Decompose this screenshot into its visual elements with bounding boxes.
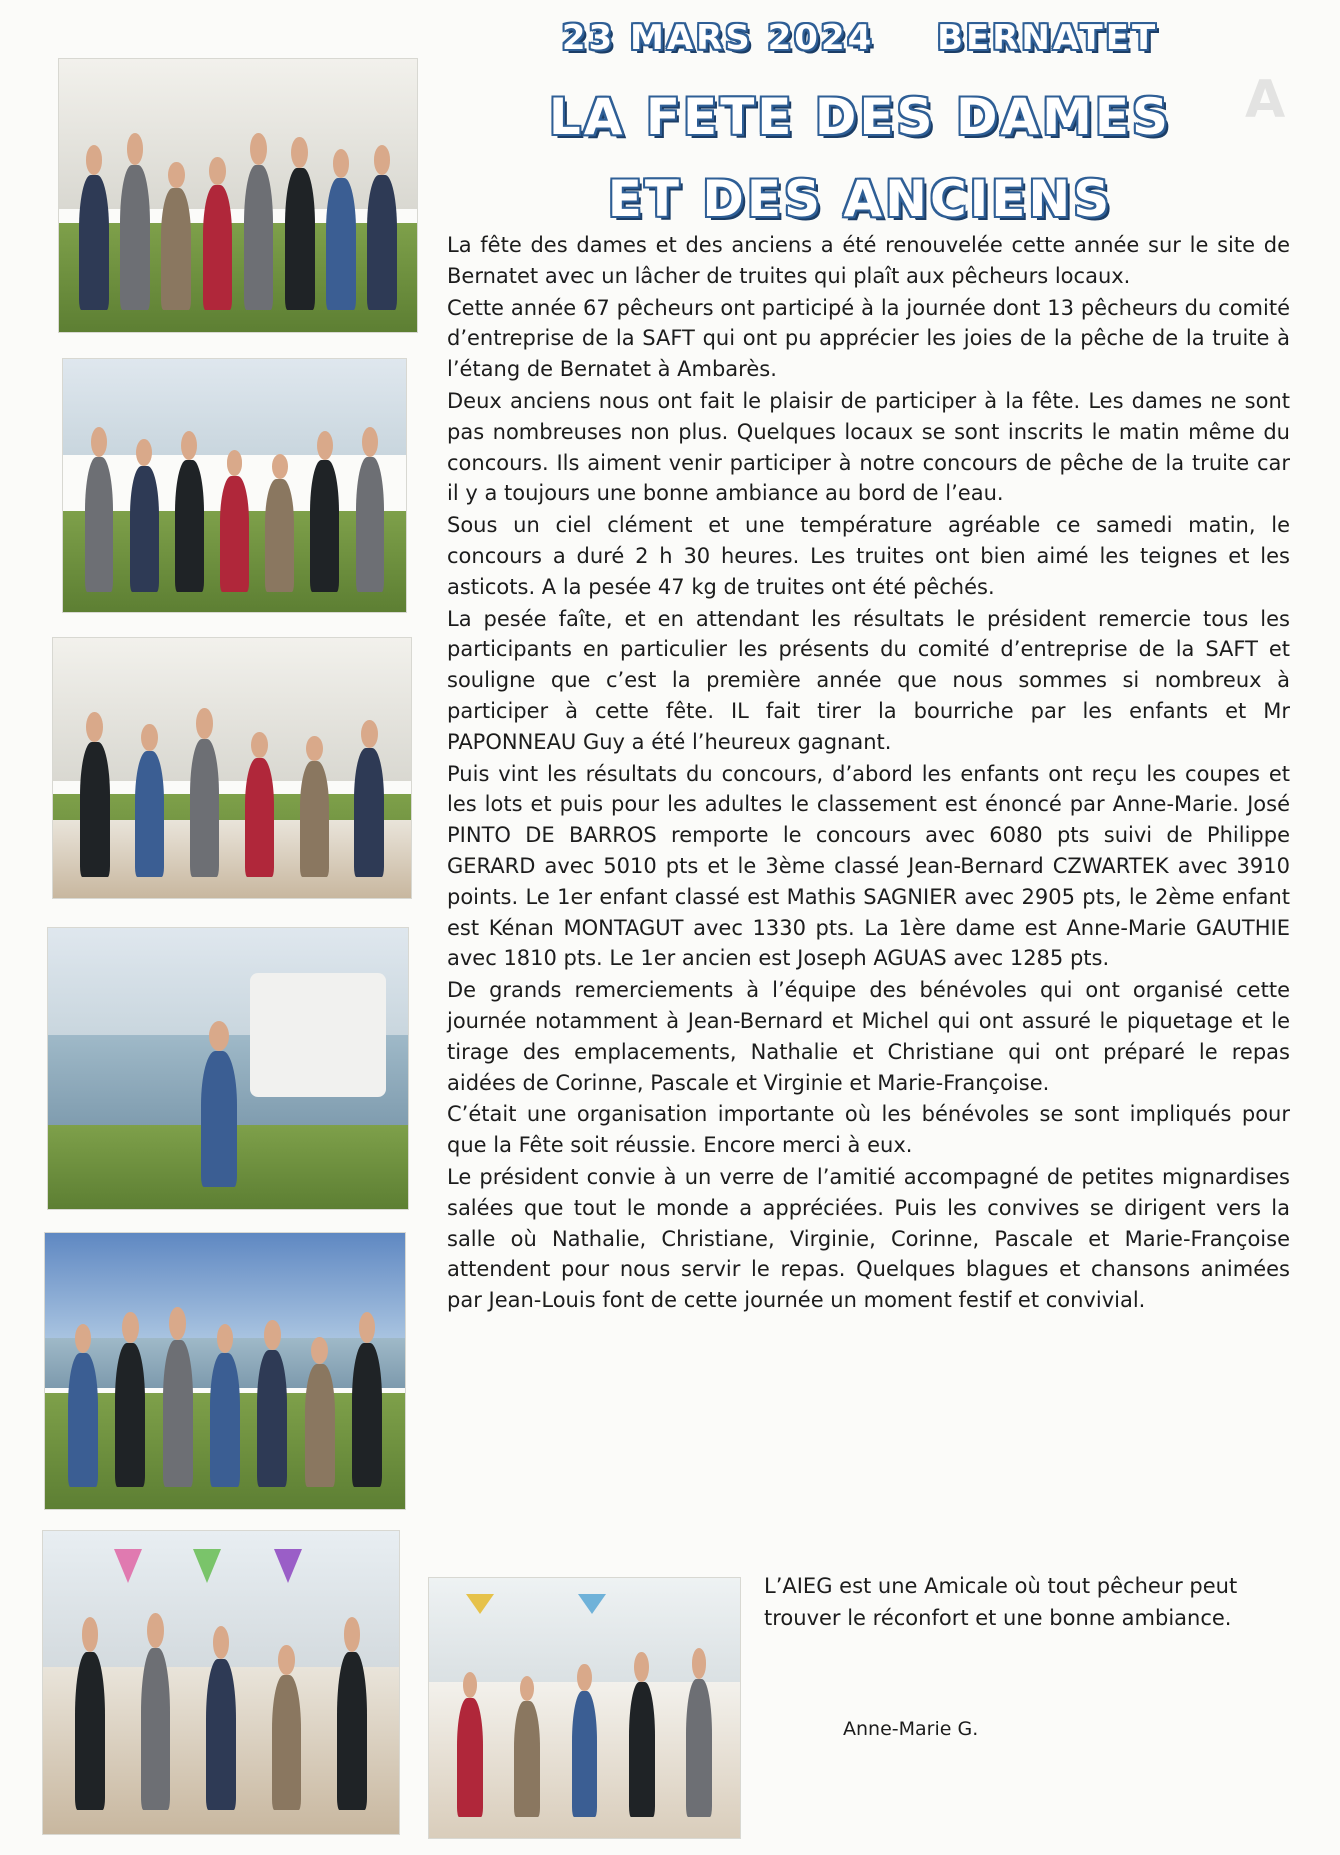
article-body <box>447 230 1290 1316</box>
paragraph: C’était une organisation importante où les bénévoles se sont impliqués pour que la Fête soit réussie. Encore merci à eux. <box>447 1102 1290 1158</box>
photo-results-announcement <box>44 1232 406 1510</box>
author-signature: Anne-Marie G. <box>843 1718 979 1740</box>
photo-prize-draw <box>52 637 412 899</box>
page-title-line-1: LA FETE DES DAMES <box>548 88 1172 146</box>
event-place: BERNATET <box>937 18 1159 58</box>
photo-anglers-gathering <box>62 358 407 613</box>
paragraph: La pesée faîte, et en attendant les résultats le président remercie tous les participants en particulier les présents du comité d’entreprise de la SAFT et souligne que c’est la première année que nous sommes si nombreux à participer à cette fête. IL fait tirer la bourriche par les enfants et Mr PAPONNEAU Guy a été l’heureux gagnant. <box>447 606 1290 754</box>
photo-angler-at-pond <box>47 927 409 1210</box>
photo-banquet-hall-right <box>428 1577 741 1839</box>
page-title-line-2: ET DES ANCIENS <box>607 170 1113 228</box>
header-date-line <box>430 18 1290 58</box>
paragraph: Deux anciens nous ont fait le plaisir de participer à la fête. Les dames ne sont pas nombreuses non plus. Quelques locaux se sont inscrits le matin même du concours. Ils aiment venir participer à notre concours de pêche de la truite car il y a toujours une bonne ambiance au bord de l’eau. <box>447 388 1290 506</box>
paragraph: De grands remerciements à l’équipe des bénévoles qui ont organisé cette journée notamment à Jean-Bernard et Michel qui ont assuré le piquetage et le tirage des emplacements, Nathalie et Christiane qui ont préparé le repas aidées de Corinne, Pascale et Virginie et Marie-Françoise. <box>447 978 1290 1095</box>
show-through-artifact: A <box>1245 70 1286 130</box>
paragraph: Sous un ciel clément et une température agréable ce samedi matin, le concours a duré 2 h 30 heures. Les truites ont bien aimé les teignes et les asticots. A la pesée 47 kg de truites ont été pêchés. <box>447 513 1290 599</box>
paragraph: Puis vint les résultats du concours, d’abord les enfants ont reçu les coupes et les lots et puis pour les adultes le classement est énoncé par Anne-Marie. José PINTO DE BARROS remporte le concours avec 6080 pts suivi de Philippe GERARD avec 5010 pts et le 3ème classé Jean-Bernard CZWARTEK avec 3910 points. Le 1er enfant classé est Mathis SAGNIER avec 2905 pts, le 2ème enfant est Kénan MONTAGUT avec 1330 pts. La 1ère dame est Anne-Marie GAUTHIE avec 1810 pts. Le 1er ancien est Joseph AGUAS avec 1285 pts. <box>447 761 1290 971</box>
closing-statement: L’AIEG est une Amicale où tout pêcheur peut trouver le réconfort et une bonne ambiance. <box>764 1574 1238 1630</box>
paragraph: Le président convie à un verre de l’amitié accompagné de petites mignardises salées que tout le monde a appréciées. Puis les convives se dirigent vers la salle où Nathalie, Christiane, Virginie, Corinne, Pascale et Marie-Françoise attendent pour nous servir le repas. Quelques blagues et chansons animées par Jean-Louis font de cette journée un moment festif et convivial. <box>447 1164 1290 1313</box>
paragraph: Cette année 67 pêcheurs ont participé à la journée dont 13 pêcheurs du comité d’entreprise de la SAFT qui ont pu apprécier les joies de la pêche de la truite à l’étang de Bernatet à Ambarès. <box>447 295 1290 382</box>
photo-banquet-hall-left <box>42 1530 400 1835</box>
paragraph: La fête des dames et des anciens a été renouvelée cette année sur le site de Bernatet avec un lâcher de truites qui plaît aux pêcheurs locaux. <box>447 233 1290 288</box>
event-date: 23 MARS 2024 <box>561 18 875 58</box>
photo-group-at-cabin <box>58 58 418 333</box>
